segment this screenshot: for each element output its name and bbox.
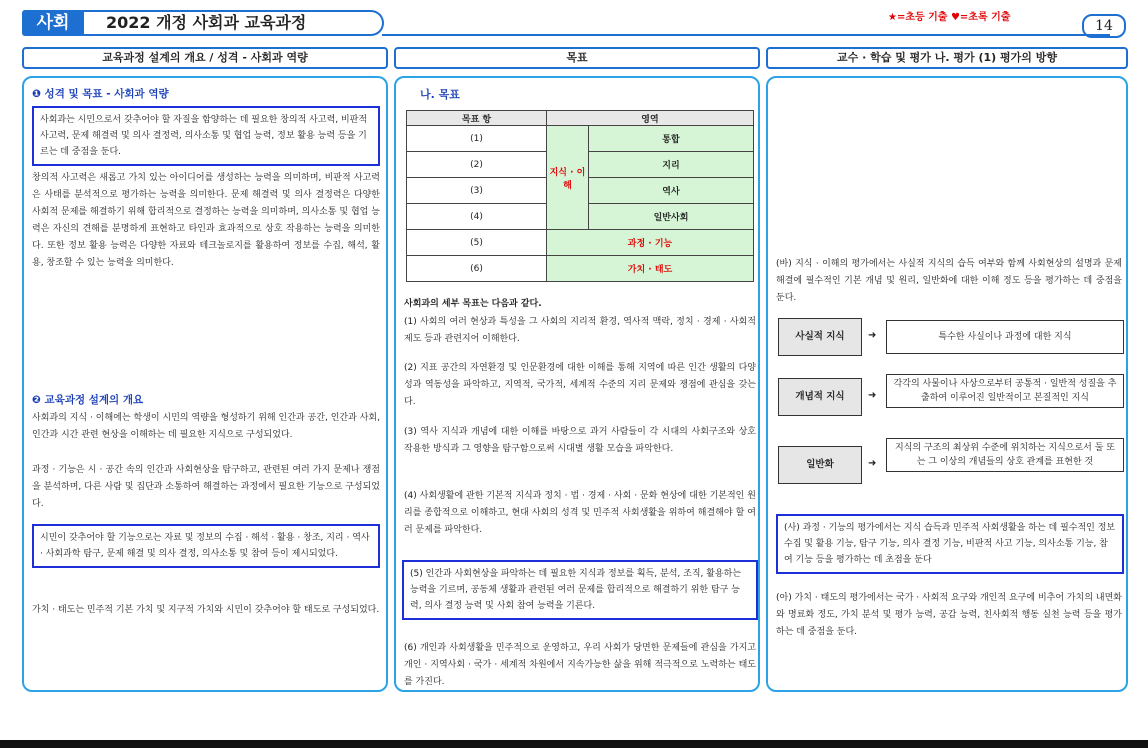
generalization-label: 일반화 [778,446,862,484]
arrow-icon: ➜ [868,458,877,469]
goal-item-6: (6) 개인과 사회생활을 민주적으로 운영하고, 우리 사회가 당면한 문제들에 관심을 가지고 개인 · 지역사회 · 국가 · 세계적 차원에서 지속가능한 삶을 위해 적극적으로 노력하는 태도를 가진다. [404,643,756,687]
table-row-item: (6) [407,256,547,282]
page-number: 14 [1082,14,1126,38]
subgoals-title: 사회과의 세부 목표는 다음과 같다. [404,299,542,309]
skills-box: 시민이 갖추어야 할 기능으로는 자료 및 정보의 수집 · 해석 · 활용 · 창조, 지리 · 역사 · 사회과학 탐구, 문제 해결 및 의사 결정, 의사소통 및 참여 등이 제시되었다. [32,524,380,568]
assessment-value: (아) 가치 · 태도의 평가에서는 국가 · 사회적 요구와 개인적 요구에 비추어 가치의 내면화와 명료화 정도, 가치 분석 및 평가 능력, 공감 능력, 친사회적 행동 실천 능력 등을 평가하는 데 중점을 둔다. [776,593,1122,637]
header-rule [382,34,1110,36]
goals-title: 나. 목표 [420,88,460,101]
goal-item-2: (2) 지표 공간의 자연환경 및 인문환경에 대한 이해를 통해 지역에 따른 인간 생활의 다양성과 역동성을 파악하고, 지역적, 국가적, 세계적 수준의 지리 문제와 쟁점에 관심을 갖는다. [404,363,756,407]
table-row-item: (5) [407,230,547,256]
factual-knowledge-desc: 특수한 사실이나 과정에 대한 지식 [886,320,1124,354]
competency-description: 창의적 사고력은 새롭고 가치 있는 아이디어를 생성하는 능력을 의미하며, 비판적 사고력은 사태를 분석적으로 평가하는 능력을 의미한다. 문제 해결력 및 의사 결정력은 다양한 사회적 문제를 해결하기 위해 합리적으로 결정하는 능력을 의미하며, 의사소통 및 협업 능력은 자신의 견해를 분명하게 표현하고 타인과 효과적으로 상호 작용하는 능력을 의미한다. 또한 정보 활용 능력은 다양한 자료와 테크놀로지를 활용하여 정보를 수집, 해석, 활용, 창조할 수 있는 능력을 의미한다. [32,173,380,268]
value-area-cell: 가치 · 태도 [547,256,754,282]
skill-area-cell: 과정 · 기능 [547,230,754,256]
footer-bar [0,740,1148,748]
knowledge-description: 사회과의 지식 · 이해에는 학생이 시민의 역량을 형성하기 위해 인간과 공간, 인간과 사회, 인간과 시간 관련 현상을 이해하는 데 필요한 지식으로 구성되었다. [32,413,380,440]
goal-item-3: (3) 역사 지식과 개념에 대한 이해를 바탕으로 과거 사람들이 각 시대의 사회구조와 상호 작용한 방식과 그 영향을 탐구함으로써 시대별 생활 모습을 파악한다. [404,427,756,454]
factual-knowledge-label: 사실적 지식 [778,318,862,356]
assessment-knowledge: (바) 지식 · 이해의 평가에서는 사실적 지식의 습득 여부와 함께 사회현상의 설명과 문제 해결에 필수적인 기본 개념 및 원리, 일반화에 대한 이해 정도 등을 평가하는 데 중점을 둔다. [776,259,1122,303]
table-head-area: 영역 [547,111,754,126]
table-row-item: (1) [407,126,547,152]
competency-box: 사회과는 시민으로서 갖추어야 할 자질을 함양하는 데 필요한 창의적 사고력, 비판적 사고력, 문제 해결력 및 의사 결정력, 의사소통 및 협업 능력, 정보 활용 능력 등을 기르는 데 중점을 둔다. [32,106,380,166]
column-header-2: 목표 [394,47,760,69]
area-cell: 통합 [589,126,754,152]
panel-goals [394,76,760,692]
area-cell: 일반사회 [589,204,754,230]
conceptual-knowledge-desc: 각각의 사물이나 사상으로부터 공통적 · 일반적 성질을 추출하여 이루어진 일반적이고 본질적인 지식 [886,374,1124,408]
value-description: 가치 · 태도는 민주적 기본 가치 및 지구적 가치와 시민이 갖추어야 할 태도로 구성되었다. [32,605,380,615]
goal-item-5-box: (5) 인간과 사회현상을 파악하는 데 필요한 지식과 정보를 획득, 분석, 조직, 활용하는 능력을 기르며, 공동체 생활과 관련된 여러 문제를 합리적으로 해결하기 위한 탐구 능력, 의사 결정 능력 및 사회 참여 능력을 기른다. [402,560,758,620]
goal-item-1: (1) 사회의 여러 현상과 특성을 그 사회의 지리적 환경, 역사적 맥락, 정치 · 경제 · 사회적 제도 등과 관련지어 이해한다. [404,317,756,344]
table-row-item: (3) [407,178,547,204]
area-cell: 역사 [589,178,754,204]
table-row-item: (2) [407,152,547,178]
conceptual-knowledge-label: 개념적 지식 [778,378,862,416]
arrow-icon: ➜ [868,390,877,401]
goal-table [406,110,754,282]
legend: ★=초등 기출 ♥=초록 기출 [888,12,1011,23]
arrow-icon: ➜ [868,330,877,341]
panel-overview [22,76,388,692]
skill-description: 과정 · 기능은 시 · 공간 속의 인간과 사회현상을 탐구하고, 관련된 여러 가지 문제나 쟁점을 분석하며, 다른 사람 및 집단과 소통하여 해결하는 과정에서 필요한 기능으로 구성되었다. [32,465,380,509]
section-title-design: ❷ 교육과정 설계의 개요 [32,394,144,406]
page-header [22,8,1126,38]
table-head-item: 목표 항 [407,111,547,126]
page-title: 2022 개정 사회과 교육과정 [82,10,384,36]
table-row-item: (4) [407,204,547,230]
goal-item-4: (4) 사회생활에 관한 기본적 지식과 정치 · 법 · 경제 · 사회 · 문화 현상에 대한 기본적인 원리를 종합적으로 이해하고, 현대 사회의 성격 및 민주적 사회생활을 위하여 해결해야 할 여러 문제를 파악한다. [404,491,756,535]
column-header-1: 교육과정 설계의 개요 / 성격 - 사회과 역량 [22,47,388,69]
generalization-desc: 지식의 구조의 최상위 수준에 위치하는 지식으로서 둘 또는 그 이상의 개념들의 상호 관계를 표현한 것 [886,438,1124,472]
area-cell: 지리 [589,152,754,178]
column-header-3: 교수 · 학습 및 평가 나. 평가 (1) 평가의 방향 [766,47,1128,69]
section-title-character: ❶ 성격 및 목표 - 사회과 역량 [32,88,169,100]
assessment-skill-box: (사) 과정 · 기능의 평가에서는 지식 습득과 민주적 사회생활을 하는 데 필수적인 정보 수집 및 활용 기능, 탐구 기능, 의사 결정 기능, 비판적 사고 기능, 의사소통 기능, 참여 기능 등을 평가하는 데 초점을 둔다 [776,514,1124,574]
panel-assessment [766,76,1128,692]
subject-tag: 사회 [22,10,84,36]
knowledge-label: 지식 · 이해 [547,126,589,230]
